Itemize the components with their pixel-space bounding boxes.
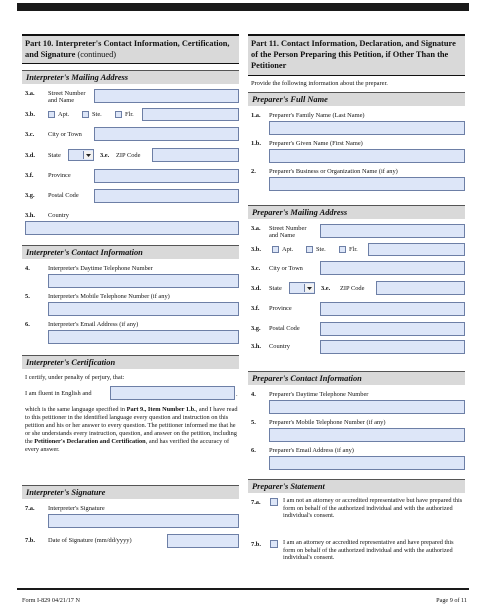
cert-paragraph	[25, 406, 238, 455]
family-name-label: Preparer's Family Name (Last Name)	[269, 112, 365, 120]
preparer-name-fields	[248, 106, 465, 199]
email-label: Preparer's Email Address (if any)	[269, 447, 354, 455]
country-label: Country	[269, 343, 290, 351]
preparer-contact-fields	[248, 385, 465, 473]
preparer-phone-input[interactable]	[269, 400, 465, 414]
period-text: .	[236, 391, 238, 398]
item-number: 3.e.	[321, 285, 331, 293]
part10-header	[22, 34, 239, 64]
ste-label: Ste.	[316, 246, 326, 254]
item-number: 3.g.	[251, 325, 261, 333]
interpreter-street-input[interactable]	[94, 89, 239, 103]
city-label: City or Town	[269, 265, 303, 273]
preparer-street-input[interactable]	[320, 224, 465, 238]
item-number: 1.b.	[251, 140, 261, 148]
interpreter-cert-block	[22, 369, 239, 479]
item-number: 2.	[251, 168, 256, 176]
preparer-zip-input[interactable]	[376, 281, 465, 295]
postal-label: Postal Code	[269, 325, 300, 333]
item-number: 3.b.	[251, 246, 261, 254]
interpreter-mobile-input[interactable]	[48, 302, 239, 316]
preparer-intro: Provide the following information about the preparer.	[251, 80, 388, 87]
preparer-family-name-input[interactable]	[269, 121, 465, 135]
interpreter-province-input[interactable]	[94, 169, 239, 183]
country-label: Country	[48, 212, 69, 219]
interpreter-signature-header: Interpreter's Signature	[22, 485, 239, 499]
given-name-label: Preparer's Given Name (First Name)	[269, 140, 363, 148]
province-label: Province	[48, 172, 71, 179]
mobile-label: Preparer's Mobile Telephone Number (if any)	[269, 419, 386, 427]
flr-checkbox[interactable]	[339, 246, 346, 253]
preparer-mailing-header: Preparer's Mailing Address	[248, 205, 465, 219]
interpreter-state-select[interactable]	[68, 149, 94, 161]
preparer-province-input[interactable]	[320, 302, 465, 316]
street-label: Street Number and Name	[48, 90, 86, 105]
signature-label: Interpreter's Signature	[48, 505, 105, 512]
item-number: 3.a.	[251, 225, 261, 233]
cert-text-3: , and has verified the accuracy of every answer.	[25, 438, 230, 454]
interpreter-contact-header: Interpreter's Contact Information	[22, 245, 239, 259]
interpreter-cert-header: Interpreter's Certification	[22, 355, 239, 369]
item-number: 7.b.	[25, 537, 35, 544]
item-number: 3.d.	[251, 285, 261, 293]
cert-item-ref: Part 9., Item Number 1.b.	[126, 406, 196, 413]
interpreter-city-input[interactable]	[94, 127, 239, 141]
interpreter-mailing-fields	[22, 84, 239, 239]
language-input[interactable]	[110, 386, 235, 400]
top-rule	[17, 3, 469, 11]
interpreter-signature-fields	[22, 499, 239, 559]
apt-checkbox[interactable]	[272, 246, 279, 253]
cert-intro: I certify, under penalty of perjury, that:	[25, 374, 125, 381]
preparer-city-input[interactable]	[320, 261, 465, 275]
page-number: Page 9 of 11	[436, 597, 467, 604]
flr-checkbox[interactable]	[115, 111, 122, 118]
item-number: 3.d.	[25, 152, 35, 159]
interpreter-postal-input[interactable]	[94, 189, 239, 203]
preparer-statement-fields	[248, 493, 465, 583]
flr-label: Flr.	[125, 111, 134, 118]
ste-checkbox[interactable]	[82, 111, 89, 118]
preparer-postal-input[interactable]	[320, 322, 465, 336]
item-number: 3.f.	[251, 305, 260, 313]
apt-label: Apt.	[58, 111, 70, 118]
preparer-given-name-input[interactable]	[269, 149, 465, 163]
street-label: Street Number and Name	[269, 225, 307, 240]
preparer-unit-input[interactable]	[368, 243, 465, 256]
item-number: 6.	[251, 447, 256, 455]
interpreter-signature-input[interactable]	[48, 514, 239, 528]
state-label: State	[269, 285, 282, 293]
province-label: Province	[269, 305, 292, 313]
interpreter-email-input[interactable]	[48, 330, 239, 344]
right-column	[248, 34, 465, 583]
item-number: 5.	[25, 293, 30, 300]
preparer-statement-header: Preparer's Statement	[248, 479, 465, 493]
item-number: 6.	[25, 321, 30, 328]
part10-title: Part 10. Interpreter's Contact Information, Certification, and Signature	[25, 39, 230, 59]
left-column	[22, 34, 239, 559]
preparer-name-header: Preparer's Full Name	[248, 92, 465, 106]
interpreter-date-input[interactable]	[167, 534, 239, 548]
item-number: 3.c.	[25, 131, 35, 138]
apt-label: Apt.	[282, 246, 294, 254]
item-number: 3.g.	[25, 192, 35, 199]
postal-label: Postal Code	[48, 192, 79, 199]
phone-label: Preparer's Daytime Telephone Number	[269, 391, 369, 399]
preparer-mobile-input[interactable]	[269, 428, 465, 442]
interpreter-mailing-header: Interpreter's Mailing Address	[22, 70, 239, 84]
preparer-email-input[interactable]	[269, 456, 465, 470]
item-number: 7.b.	[251, 541, 261, 549]
chevron-down-icon	[83, 151, 93, 159]
interpreter-unit-input[interactable]	[142, 108, 239, 121]
interpreter-phone-input[interactable]	[48, 274, 239, 288]
apt-checkbox[interactable]	[48, 111, 55, 118]
interpreter-zip-input[interactable]	[152, 148, 239, 162]
attorney-text: I am an attorney or accredited representative and have prepared this form on behalf of the authorized individual and with the authorized individual's consent.	[283, 539, 454, 562]
cert-declaration-ref: Petitioner's Declaration and Certification	[34, 438, 146, 446]
not-attorney-checkbox[interactable]	[270, 498, 278, 506]
preparer-contact-header: Preparer's Contact Information	[248, 371, 465, 385]
cert-text-2: , and I have read to this petitioner in the identified language every question and instruction on this petition and his or her answer to every question. The petitioner informed me that he or she understands every instruction, question, and answer on the petition, including the	[25, 406, 238, 446]
item-number: 3.a.	[25, 90, 35, 97]
item-number: 4.	[251, 391, 256, 399]
ste-label: Ste.	[92, 111, 102, 118]
item-number: 1.a.	[251, 112, 261, 120]
phone-label: Interpreter's Daytime Telephone Number	[48, 265, 153, 272]
state-label: State	[48, 152, 61, 159]
date-label: Date of Signature (mm/dd/yyyy)	[48, 537, 132, 544]
interpreter-country-input[interactable]	[25, 221, 239, 235]
interpreter-contact-fields	[22, 259, 239, 349]
flr-label: Flr.	[349, 246, 358, 254]
attorney-checkbox[interactable]	[270, 540, 278, 548]
cert-text-1: which is the same language specified in	[25, 406, 127, 413]
item-number: 3.c.	[251, 265, 261, 273]
ste-checkbox[interactable]	[306, 246, 313, 253]
item-number: 5.	[251, 419, 256, 427]
not-attorney-text: I am not an attorney or accredited representative but have prepared this form on behalf of the authorized individual and with the authorized individual's consent.	[283, 497, 463, 520]
preparer-state-select[interactable]	[289, 282, 315, 294]
preparer-business-input[interactable]	[269, 177, 465, 191]
item-number: 7.a.	[25, 505, 35, 512]
zip-label: ZIP Code	[116, 152, 141, 159]
preparer-mailing-fields	[248, 219, 465, 357]
email-label: Interpreter's Email Address (if any)	[48, 321, 139, 328]
zip-label: ZIP Code	[340, 285, 365, 293]
preparer-country-input[interactable]	[320, 340, 465, 354]
item-number: 3.b.	[25, 111, 35, 118]
part11-title: Part 11. Contact Information, Declaration, and Signature of the Person Preparing this Petition, if Other Than the Petitioner	[251, 39, 456, 70]
item-number: 3.e.	[100, 152, 110, 159]
item-number: 3.h.	[25, 212, 35, 219]
bottom-rule	[17, 588, 469, 590]
part11-header	[248, 34, 465, 76]
mobile-label: Interpreter's Mobile Telephone Number (if any)	[48, 293, 170, 300]
city-label: City or Town	[48, 131, 82, 138]
chevron-down-icon	[304, 284, 314, 292]
form-id: Form I-829 04/21/17 N	[22, 597, 80, 604]
item-number: 4.	[25, 265, 30, 272]
item-number: 3.f.	[25, 172, 34, 179]
business-label: Preparer's Business or Organization Name (if any)	[269, 168, 398, 176]
item-number: 7.a.	[251, 499, 261, 507]
part10-continued: (continued)	[77, 50, 117, 59]
item-number: 3.h.	[251, 343, 261, 351]
fluent-label: I am fluent in English and	[25, 390, 92, 397]
